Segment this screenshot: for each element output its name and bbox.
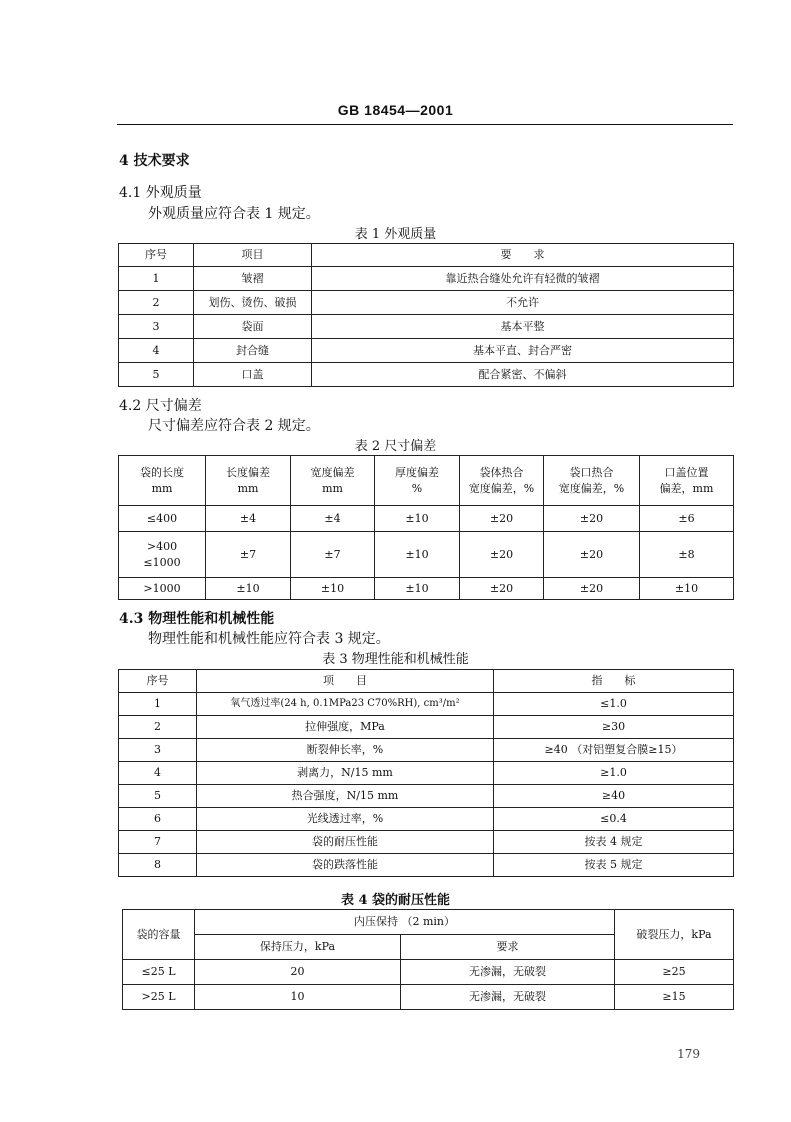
table3-cell: ≥40 <box>494 785 734 808</box>
table4-header-burst-pressure: 破裂压力，kPa <box>615 910 734 960</box>
table2-header-line: 长度偏差 <box>226 465 270 479</box>
table2-cell: ±10 <box>375 506 460 532</box>
table2 <box>118 455 734 600</box>
table1-cell: 皱褶 <box>194 267 312 291</box>
table3-cell: 按表 4 规定 <box>494 831 734 854</box>
table4-cell: 10 <box>195 985 401 1010</box>
table3-caption: 表 3 物理性能和机械性能 <box>322 652 469 667</box>
table1 <box>118 243 734 387</box>
table-row <box>119 716 734 739</box>
table2-range-line: ≤1000 <box>143 555 181 569</box>
table-row <box>119 785 734 808</box>
table2-cell: >1000 <box>119 578 206 600</box>
table-row <box>119 693 734 716</box>
table-row <box>119 762 734 785</box>
table1-cell: 1 <box>119 267 194 291</box>
table2-cell: ±20 <box>460 578 544 600</box>
table4-cell: 无渗漏，无破裂 <box>401 960 615 985</box>
table1-cell: 封合缝 <box>194 339 312 363</box>
table4-header-capacity: 袋的容量 <box>123 910 195 960</box>
table1-cell: 划伤、烫伤、破损 <box>194 291 312 315</box>
section-4-3-text: 物理性能和机械性能应符合表 3 规定。 <box>148 631 390 647</box>
table1-cell: 口盖 <box>194 363 312 387</box>
table3-cell: 1 <box>119 693 197 716</box>
table1-cell: 基本平直、封合严密 <box>312 339 734 363</box>
table3-cell: 袋的耐压性能 <box>197 831 494 854</box>
table4-caption: 表 4 袋的耐压性能 <box>340 893 451 908</box>
table3-header-item: 项 目 <box>197 670 494 693</box>
table-row <box>119 831 734 854</box>
table2-cell: ±10 <box>291 578 375 600</box>
table1-cell: 不允许 <box>312 291 734 315</box>
table3-cell: ≥30 <box>494 716 734 739</box>
table2-cell: ±10 <box>206 578 291 600</box>
table-row <box>119 578 734 600</box>
table2-cell: ≤400 <box>119 506 206 532</box>
table3-cell: 光线透过率，% <box>197 808 494 831</box>
table2-cell: ±4 <box>206 506 291 532</box>
table3-cell: 热合强度，N/15 mm <box>197 785 494 808</box>
section-4-title: 4 技术要求 <box>119 153 190 169</box>
table1-cell: 配合紧密、不偏斜 <box>312 363 734 387</box>
table-row <box>123 960 734 985</box>
table2-cell: ±20 <box>460 532 544 578</box>
table-row <box>119 339 734 363</box>
table3-cell: 剥离力，N/15 mm <box>197 762 494 785</box>
table2-header-line: 袋体热合 <box>479 465 524 479</box>
table1-cell: 基本平整 <box>312 315 734 339</box>
table3-cell: 3 <box>119 739 197 762</box>
table4-header-hold-pressure: 保持压力，kPa <box>195 935 401 960</box>
table4-header-requirement: 要求 <box>401 935 615 960</box>
table3-cell: 2 <box>119 716 197 739</box>
table-row <box>119 291 734 315</box>
section-4-2-title: 4.2 尺寸偏差 <box>119 398 202 414</box>
table3-header-index: 序号 <box>119 670 197 693</box>
header-rule <box>117 124 733 125</box>
table2-cell <box>119 532 206 578</box>
table4-cell: ≥25 <box>615 960 734 985</box>
table4-cell: ≤25 L <box>123 960 195 985</box>
table3-cell: ≥40 （对铝塑复合膜≥15） <box>494 739 734 762</box>
table2-cell: ±8 <box>640 532 734 578</box>
table3-header-indicator: 指 标 <box>494 670 734 693</box>
table2-cell: ±6 <box>640 506 734 532</box>
table2-cell: ±20 <box>544 578 640 600</box>
table2-range-line: >400 <box>146 539 178 553</box>
table4-cell: 无渗漏，无破裂 <box>401 985 615 1010</box>
table4 <box>122 909 734 1010</box>
table-row <box>119 739 734 762</box>
table3-cell: 6 <box>119 808 197 831</box>
table2-cell: ±10 <box>375 532 460 578</box>
table2-header-unit: mm <box>151 481 173 495</box>
table1-cell: 袋面 <box>194 315 312 339</box>
table2-header-body-seal <box>460 456 544 506</box>
table3-cell: 8 <box>119 854 197 877</box>
table3-cell: 氧气透过率(24 h, 0.1MPa23 C70%RH), cm³/m² <box>197 693 494 716</box>
table2-header-unit: 偏差，mm <box>659 481 714 495</box>
table3-cell: 5 <box>119 785 197 808</box>
section-4-1-text: 外观质量应符合表 1 规定。 <box>148 206 320 222</box>
table4-cell: 20 <box>195 960 401 985</box>
table2-header-length <box>119 456 206 506</box>
table3 <box>118 669 734 877</box>
table2-header-unit: 宽度偏差，% <box>468 481 535 495</box>
table1-cell: 2 <box>119 291 194 315</box>
table2-header-unit: mm <box>237 481 259 495</box>
table3-cell: ≤0.4 <box>494 808 734 831</box>
table3-cell: ≤1.0 <box>494 693 734 716</box>
table1-cell: 5 <box>119 363 194 387</box>
table2-header-unit: % <box>411 481 423 495</box>
table2-cell: ±7 <box>206 532 291 578</box>
table2-header-unit: 宽度偏差，% <box>558 481 625 495</box>
table2-header-mouth-seal <box>544 456 640 506</box>
table2-cell: ±20 <box>544 506 640 532</box>
table2-header-line: 袋口热合 <box>569 465 614 479</box>
table-row <box>119 808 734 831</box>
table3-cell: 4 <box>119 762 197 785</box>
table-row <box>123 985 734 1010</box>
table3-cell: ≥1.0 <box>494 762 734 785</box>
table-row <box>119 267 734 291</box>
table1-cell: 靠近热合缝处允许有轻微的皱褶 <box>312 267 734 291</box>
page-number: 179 <box>677 1047 700 1061</box>
table2-header-line: 宽度偏差 <box>310 465 355 479</box>
table2-header-lid-position <box>640 456 734 506</box>
table2-header-line: 口盖位置 <box>664 465 709 479</box>
table3-cell: 按表 5 规定 <box>494 854 734 877</box>
standard-header: GB 18454—2001 <box>337 102 454 118</box>
section-4-1-title: 4.1 外观质量 <box>119 185 202 201</box>
table3-cell: 断裂伸长率，% <box>197 739 494 762</box>
table-row <box>119 854 734 877</box>
table2-header-length-dev <box>206 456 291 506</box>
table-row <box>119 532 734 578</box>
table2-header-width-dev <box>291 456 375 506</box>
table2-header-thickness-dev <box>375 456 460 506</box>
section-4-2-text: 尺寸偏差应符合表 2 规定。 <box>148 418 320 434</box>
table2-cell: ±7 <box>291 532 375 578</box>
table2-cell: ±10 <box>640 578 734 600</box>
table4-header-pressure-hold: 内压保持 （2 min） <box>195 910 615 935</box>
table1-header-index: 序号 <box>119 244 194 267</box>
table2-cell: ±20 <box>460 506 544 532</box>
table2-header-line: 厚度偏差 <box>395 465 439 479</box>
table3-cell: 7 <box>119 831 197 854</box>
table1-header-item: 项目 <box>194 244 312 267</box>
table-row <box>119 363 734 387</box>
table3-cell: 拉伸强度，MPa <box>197 716 494 739</box>
table-row <box>119 315 734 339</box>
table1-caption: 表 1 外观质量 <box>354 227 437 242</box>
table4-cell: >25 L <box>123 985 195 1010</box>
table-row <box>119 506 734 532</box>
table2-cell: ±4 <box>291 506 375 532</box>
table2-cell: ±20 <box>544 532 640 578</box>
table2-header-line: 袋的长度 <box>140 465 184 479</box>
table2-cell: ±10 <box>375 578 460 600</box>
section-4-3-title: 4.3 物理性能和机械性能 <box>119 611 275 627</box>
table2-caption: 表 2 尺寸偏差 <box>354 439 437 454</box>
table3-cell: 袋的跌落性能 <box>197 854 494 877</box>
table1-cell: 3 <box>119 315 194 339</box>
table4-cell: ≥15 <box>615 985 734 1010</box>
table1-header-requirement: 要 求 <box>312 244 734 267</box>
table2-header-unit: mm <box>322 481 343 495</box>
table1-cell: 4 <box>119 339 194 363</box>
